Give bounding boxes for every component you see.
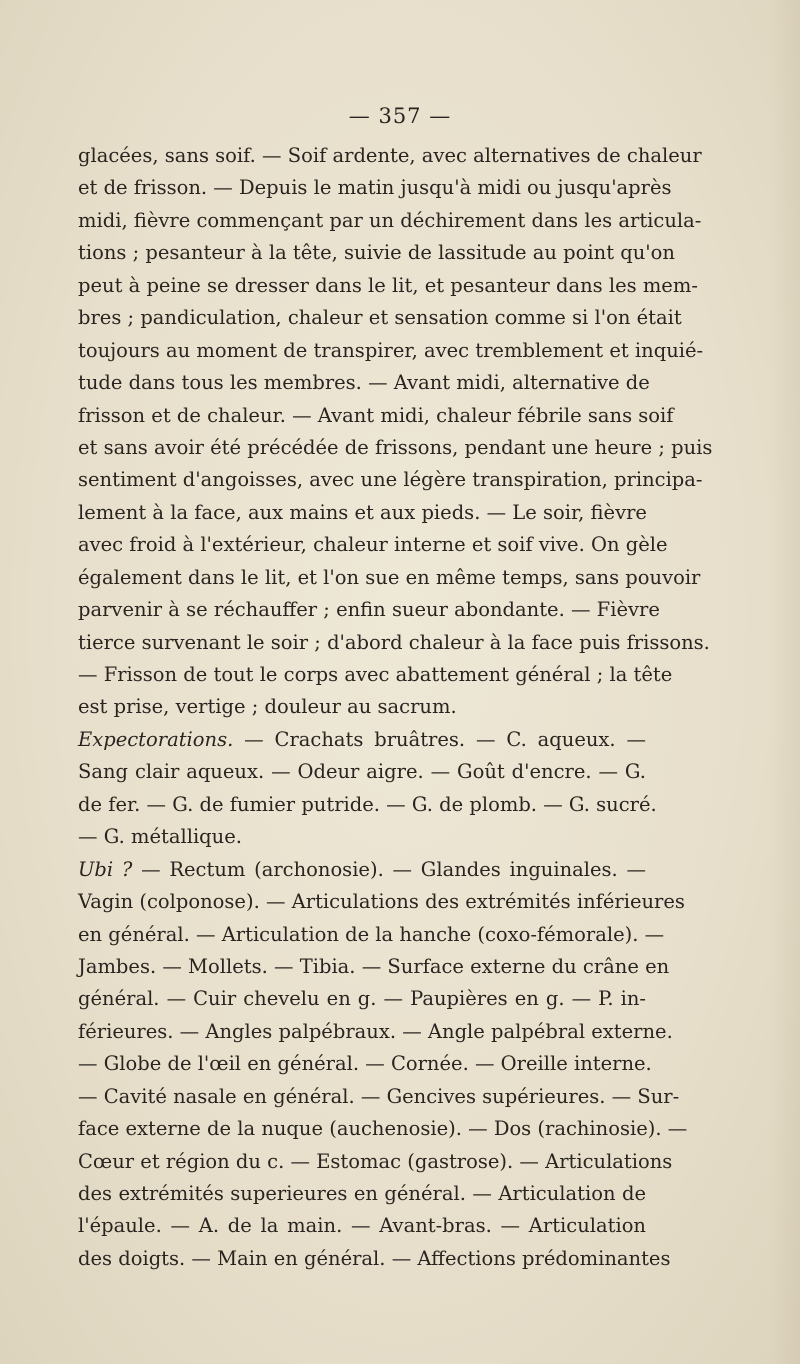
text-line: Sang clair aqueux. — Odeur aigre. — Goût d'encre. — G.	[78, 760, 646, 784]
text-line: en général. — Articulation de la hanche (coxo-fémorale). —	[78, 922, 665, 946]
text-line: toujours au moment de transpirer, avec tremblement et inquié-	[78, 338, 704, 362]
ubi-first-line	[78, 854, 646, 886]
text-line: également dans le lit, et l'on sue en même temps, sans pouvoir	[78, 565, 701, 589]
text-line: frisson et de chaleur. — Avant midi, chaleur fébrile sans soif	[78, 403, 674, 427]
body-text	[78, 140, 713, 1275]
text-line: des doigts. — Main en général. — Affections prédominantes	[78, 1246, 671, 1270]
text-line: parvenir à se réchauffer ; enfin sueur abondante. — Fièvre	[78, 598, 660, 622]
expectorations-heading: Expectorations.	[78, 727, 234, 751]
text-line: et sans avoir été précédée de frissons, pendant une heure ; puis	[78, 435, 713, 459]
text-line: des extrémités superieures en général. — Articulation de	[78, 1182, 646, 1205]
text-line: peut à peine se dresser dans le lit, et pesanteur dans les mem-	[78, 273, 698, 297]
text-line: sentiment d'angoisses, avec une légère transpiration, principa-	[78, 468, 703, 492]
ubi-first-line-text: — Rectum (archonosie). — Glandes inguinales. —	[132, 857, 646, 881]
expectorations-first-line	[78, 724, 646, 756]
text-line: bres ; pandiculation, chaleur et sensation comme si l'on était	[78, 306, 682, 330]
text-line: midi, fièvre commençant par un déchirement dans les articula-	[78, 208, 702, 232]
text-line: lement à la face, aux mains et aux pieds. — Le soir, fièvre	[78, 500, 647, 524]
page-edge-shadow	[770, 0, 800, 1364]
text-line: face externe de la nuque (auchenosie). — Dos (rachinosie). —	[78, 1117, 688, 1141]
text-line: tions ; pesanteur à la tête, suivie de lassitude au point qu'on	[78, 241, 675, 265]
text-line: et de frisson. — Depuis le matin jusqu'à midi ou jusqu'après	[78, 176, 672, 200]
text-line: Jambes. — Mollets. — Tibia. — Surface externe du crâne en	[78, 954, 670, 978]
expectorations-first-line-text: — Crachats bruâtres. — C. aqueux. —	[233, 727, 646, 751]
text-line: — Globe de l'œil en général. — Cornée. — Oreille interne.	[78, 1052, 652, 1076]
text-line: — G. métallique.	[78, 825, 242, 849]
text-line: glacées, sans soif. — Soif ardente, avec alternatives de chaleur	[78, 144, 702, 167]
text-line: avec froid à l'extérieur, chaleur interne et soif vive. On gèle	[78, 533, 668, 557]
text-line: général. — Cuir chevelu en g. — Paupières en g. — P. in-	[78, 987, 646, 1011]
text-line: Vagin (colponose). — Articulations des extrémités inférieures	[78, 890, 685, 914]
page-number: — 357 —	[348, 104, 452, 128]
text-line: tierce survenant le soir ; d'abord chaleur à la face puis frissons.	[78, 630, 710, 654]
text-line: — Cavité nasale en général. — Gencives supérieures. — Sur-	[78, 1084, 680, 1108]
text-line: de fer. — G. de fumier putride. — G. de plomb. — G. sucré.	[78, 792, 657, 816]
ubi-heading: Ubi ?	[78, 857, 133, 881]
text-line: férieures. — Angles palpébraux. — Angle palpébral externe.	[78, 1019, 673, 1043]
text-line: — Frisson de tout le corps avec abattement général ; la tête	[78, 663, 673, 686]
text-line: Cœur et région du c. — Estomac (gastrose). — Articulations	[78, 1149, 673, 1173]
text-line: tude dans tous les membres. — Avant midi, alternative de	[78, 371, 650, 395]
text-line: l'épaule. — A. de la main. — Avant-bras. — Articulation	[78, 1214, 646, 1238]
text-line: est prise, vertige ; douleur au sacrum.	[78, 695, 457, 719]
